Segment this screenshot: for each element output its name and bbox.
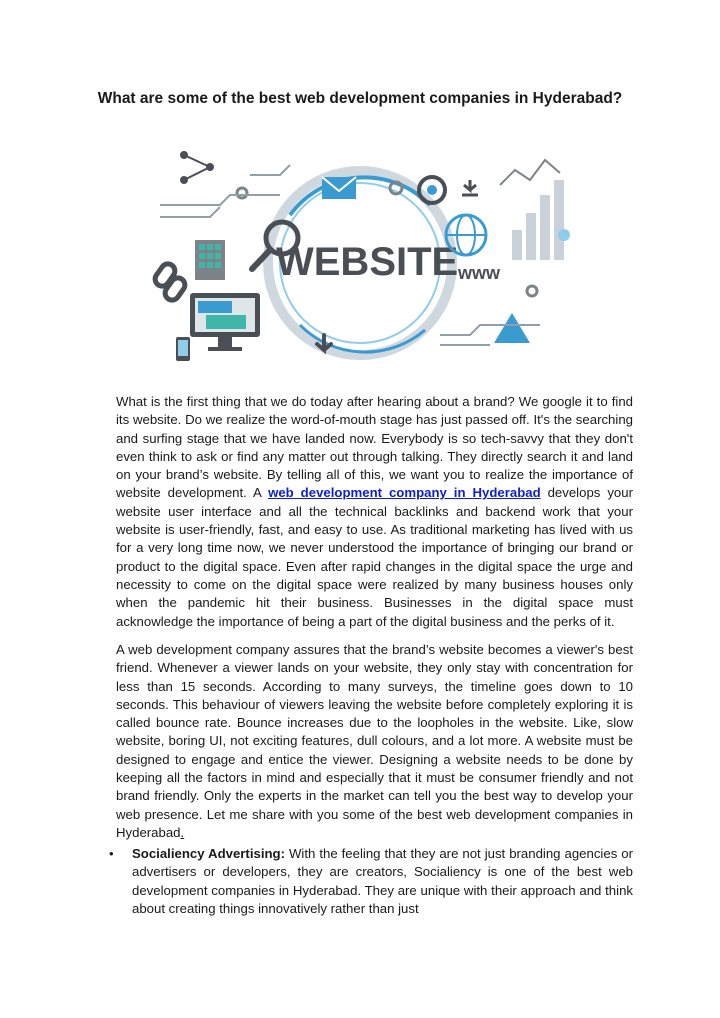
mail-icon: [322, 177, 356, 199]
company-list: [109, 845, 633, 918]
company-link[interactable]: web development company in Hyderabad: [268, 485, 541, 501]
circuit-lines: [160, 165, 290, 217]
paragraph-2-text: A web development company assures that the brand’s website becomes a viewer's best friend. Whenever a viewer lands on your website, they only stay with concentration for less than 15 seconds. According to many surveys, the timeline goes down to 10 seconds. This behaviour of viewers leaving the website before completely exploring it is called bounce rate. Bounce increases due to the loopholes in the website. Like, slow website, boring UI, not exciting features, dull colours, and a lot more. A website must be designed to engage and entice the viewer. Designing a website needs to be done by keeping all the factors in mind and especially that it must be consumer friendly and not brand friendly. Only the experts in the market can tell you the best way to develop your web presence. Let me share with you some of the best web development companies in Hyderabad: [116, 642, 633, 840]
paragraph-1-end: develops your website user interface and all the technical backlinks and backend work that your website is user-friendly, fast, and easy to use. As traditional marketing has lived with us for a very long time now, we never understood the importance of bringing our brand or product to the digital space. Even after rapid changes in the digital space the urge and necessity to come on the digital space were realized by many business houses only when the pandemic hit their business. Businesses in the digital space must acknowledge the importance of being a part of the digital business and the perks of it.: [116, 485, 633, 629]
monitor-icon: [190, 293, 260, 351]
paragraph-2-trail: .: [180, 824, 185, 840]
bar-chart-icon: [512, 180, 570, 260]
list-item: [109, 845, 633, 918]
page-title: What are some of the best web development companies in Hyderabad?: [97, 90, 623, 107]
link-icon: [152, 261, 187, 303]
paragraph-1: [116, 393, 633, 631]
bullet-marker: •: [109, 846, 114, 861]
globe-icon: [446, 215, 486, 255]
website-illustration: [140, 145, 580, 375]
www-label: www: [458, 263, 501, 283]
list-item-text: With the feeling that they are not just branding agencies or advertisers or developers, they are creators, Socialiency is one of the best web development companies in Hyderabad. They are unique with their approach and think about creating things innovatively rather than just: [132, 846, 633, 916]
website-word: WEBSITE: [276, 240, 459, 284]
list-item-heading: Socialiency Advertising:: [132, 846, 285, 861]
triangle-icon: [494, 313, 530, 343]
paragraph-1-start: What is the first thing that we do today after hearing about a brand? We google it to find its website. Do we realize the word-of-mouth stage has just passed off. It's the searching and surfing stage that we have landed now. Everybody is so tech-savvy that they don't even think to ask or find any matter out through talking. They directly search it and land on your brand’s website. By telling all of this, we want you to realize the importance of website development. A: [116, 394, 633, 501]
line-graph-icon: [500, 160, 560, 185]
grid-icon: [195, 240, 225, 280]
paragraph-2: [116, 641, 633, 842]
